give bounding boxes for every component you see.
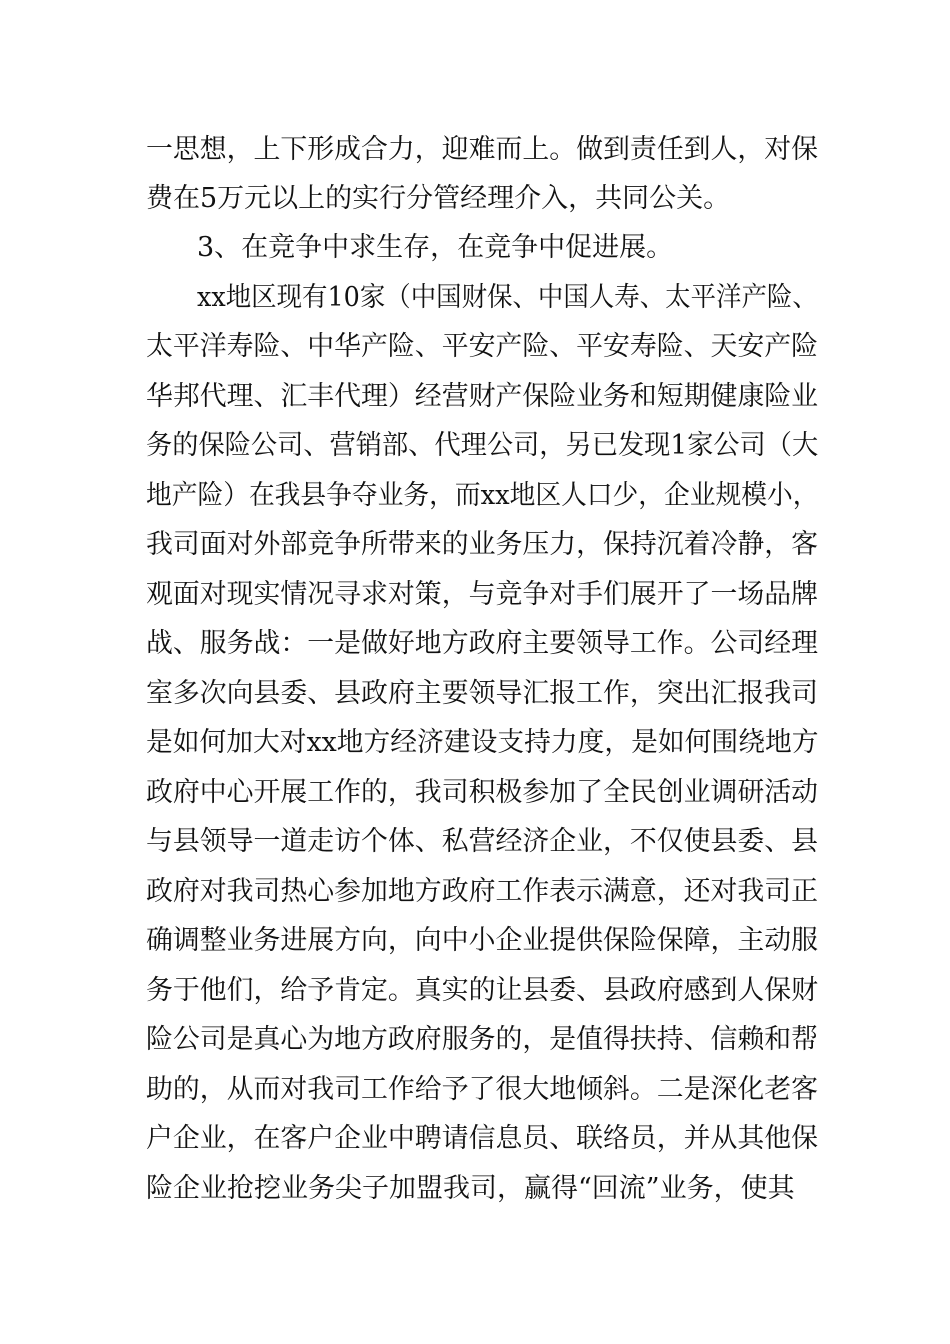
text-line: 户企业，在客户企业中聘请信息员、联络员，并从其他保: [146, 1123, 819, 1154]
text-line: 地产险）在我县争夺业务，而xx地区人口少，企业规模小，: [146, 480, 819, 511]
paragraph-first-line: xx地区现有10家（中国财保、中国人寿、太平洋产险、: [197, 282, 818, 313]
text-line: 与县领导一道走访个体、私营经济企业，不仅使县委、县: [146, 826, 819, 857]
text-line: 确调整业务进展方向，向中小企业提供保险保障，主动服: [146, 925, 819, 956]
text-line: 险公司是真心为地方政府服务的，是值得扶持、信赖和帮: [146, 1024, 819, 1055]
text-line: 观面对现实情况寻求对策，与竞争对手们展开了一场品牌: [146, 579, 819, 610]
text-line: 助的，从而对我司工作给予了很大地倾斜。二是深化老客: [146, 1074, 819, 1105]
text-line: 一思想，上下形成合力，迎难而上。做到责任到人，对保: [146, 134, 819, 165]
text-line: 务于他们，给予肯定。真实的让县委、县政府感到人保财: [146, 975, 819, 1006]
text-line: 是如何加大对xx地方经济建设支持力度，是如何围绕地方: [146, 727, 819, 758]
text-line: 我司面对外部竞争所带来的业务压力，保持沉着冷静，客: [146, 529, 819, 560]
text-line: 险企业抢挖业务尖子加盟我司，赢得“回流”业务，使其: [146, 1173, 795, 1204]
list-item-heading: 3、在竞争中求生存，在竞争中促进展。: [197, 232, 674, 263]
text-line: 费在5万元以上的实行分管经理介入，共同公关。: [146, 183, 731, 214]
text-line: 政府中心开展工作的，我司积极参加了全民创业调研活动: [146, 777, 819, 808]
text-line: 太平洋寿险、中华产险、平安产险、平安寿险、天安产险: [146, 331, 819, 362]
text-line: 室多次向县委、县政府主要领导汇报工作，突出汇报我司: [146, 678, 819, 709]
text-line: 务的保险公司、营销部、代理公司，另已发现1家公司（大: [146, 430, 819, 461]
text-line: 政府对我司热心参加地方政府工作表示满意，还对我司正: [146, 876, 819, 907]
text-line: 战、服务战：一是做好地方政府主要领导工作。公司经理: [146, 628, 819, 659]
text-line: 华邦代理、汇丰代理）经营财产保险业务和短期健康险业: [146, 381, 819, 412]
